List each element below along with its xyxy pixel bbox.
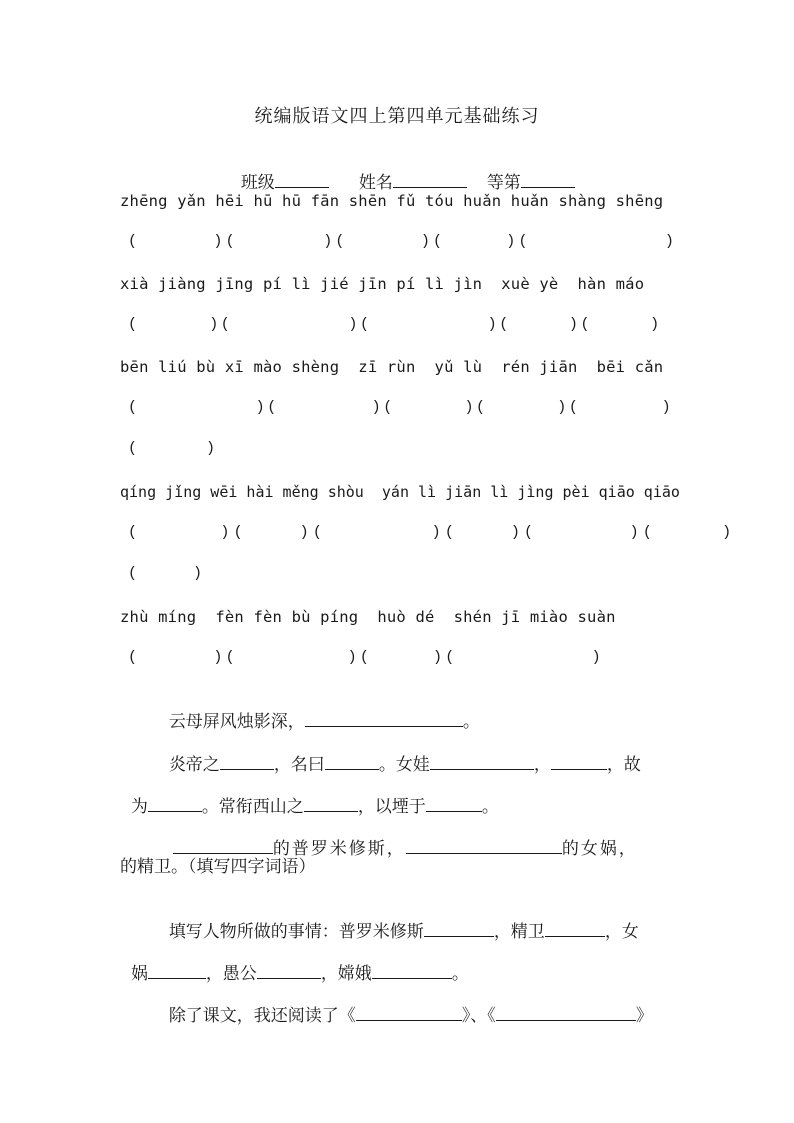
answer-brackets-row-3[interactable]: ( )( )( )( )( )	[128, 399, 674, 416]
answer-brackets-row-5[interactable]: ( )( )( )( )	[128, 649, 604, 666]
q3-blank-2[interactable]	[406, 837, 562, 854]
question-4-line-1	[158, 898, 639, 943]
q4-blank-2[interactable]	[545, 920, 605, 937]
page-title: 统编版语文四上第四单元基础练习	[254, 106, 540, 127]
class-label: 班级	[240, 173, 275, 193]
q3-text-2: 的女娲，	[561, 839, 638, 859]
q5-text-2: 》、《	[461, 1006, 496, 1026]
q4-blank-4[interactable]	[257, 962, 321, 979]
answer-bracket-row-3-extra[interactable]: ( )	[128, 440, 220, 457]
q2-text-2: ，名曰	[273, 755, 325, 775]
q5-text-3: 》	[635, 1006, 653, 1026]
q2-text-6: 为	[130, 797, 148, 817]
pinyin-row-1: zhēng yǎn hēi hū hū fān shēn fǔ tóu huǎn huǎn shàng shēng	[120, 192, 664, 210]
q4-blank-1[interactable]	[424, 920, 494, 937]
q4-text-5: ，愚公	[205, 964, 257, 984]
answer-brackets-row-1[interactable]: ( )( )( )( )( )	[128, 233, 678, 250]
q5-text-1: 除了课文，我还阅读了《	[168, 1006, 356, 1026]
pinyin-row-3: bēn liú bù xī mào shèng zī rùn yǔ lù rén jiān bēi cǎn	[120, 358, 664, 376]
q2-blank-3[interactable]	[430, 753, 534, 770]
q2-text-8: ，以堙于	[357, 797, 426, 817]
class-blank[interactable]	[275, 171, 329, 188]
pinyin-row-4: qíng jǐng wēi hài měng shòu yán lì jiān lì jìng pèi qiāo qiāo	[120, 483, 680, 501]
q4-text-6: ，嫦娥	[320, 964, 372, 984]
question-2-line-1	[158, 731, 641, 776]
q4-text-4: 娲	[130, 964, 148, 984]
name-label: 姓名	[358, 173, 393, 193]
q2-blank-4[interactable]	[551, 753, 607, 770]
question-3-line-1	[158, 815, 638, 860]
q1-prefix: 云母屏风烛影深，	[168, 712, 305, 732]
pinyin-row-2: xià jiàng jīng pí lì jié jīn pí lì jìn xuè yè hàn máo	[120, 275, 645, 293]
q5-blank-2[interactable]	[496, 1004, 636, 1021]
q2-text-1: 炎帝之	[168, 755, 220, 775]
grade-label: 等第	[486, 173, 521, 193]
question-1	[158, 688, 480, 733]
q2-text-3: 。女娃	[378, 755, 430, 775]
question-3-line-2: 的精卫。（填写四字词语）	[120, 857, 316, 877]
grade-blank[interactable]	[521, 171, 575, 188]
q2-blank-7[interactable]	[426, 795, 482, 812]
q2-text-4: ，	[533, 755, 551, 775]
q1-suffix: 。	[462, 712, 480, 732]
name-blank[interactable]	[393, 171, 467, 188]
q4-blank-3[interactable]	[148, 962, 206, 979]
q4-text-1: 填写人物所做的事情：普罗米修斯	[168, 922, 424, 942]
pinyin-row-5: zhù míng fèn fèn bù píng huò dé shén jī miào suàn	[120, 608, 616, 626]
question-5	[158, 982, 653, 1027]
q5-blank-1[interactable]	[356, 1004, 462, 1021]
q3-blank-1[interactable]	[173, 837, 273, 854]
q2-text-7: 。常衔西山之	[201, 797, 304, 817]
q2-text-9: 。	[481, 797, 499, 817]
q2-blank-6[interactable]	[304, 795, 358, 812]
answer-brackets-row-2[interactable]: ( )( )( )( )( )	[128, 316, 662, 333]
q3-text-1: 的普罗米修斯，	[272, 839, 406, 859]
student-info	[230, 149, 575, 194]
q2-blank-5[interactable]	[148, 795, 202, 812]
question-2-line-2	[120, 773, 499, 818]
q4-text-2: ，精卫	[493, 922, 545, 942]
q4-text-3: ，女	[604, 922, 639, 942]
question-4-line-2	[120, 940, 469, 985]
q2-text-5: ，故	[606, 755, 641, 775]
q1-blank[interactable]	[305, 710, 463, 727]
q2-blank-2[interactable]	[325, 753, 379, 770]
q2-blank-1[interactable]	[220, 753, 274, 770]
answer-brackets-row-4[interactable]: ( )( )( )( )( )( )	[128, 524, 736, 541]
answer-bracket-row-4-extra[interactable]: ( )	[128, 565, 207, 582]
q4-blank-5[interactable]	[372, 962, 452, 979]
q4-text-7: 。	[451, 964, 469, 984]
